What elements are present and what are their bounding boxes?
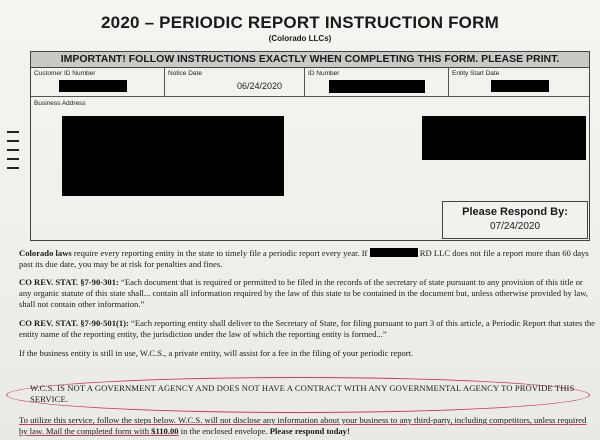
customer-id-redaction: [59, 80, 127, 92]
colorado-laws-text-b: RD LLC does not file a report more than 60 days past its due date, you may be at risk for penalties and fines.: [19, 248, 589, 269]
entity-start-redaction: [491, 80, 549, 92]
margin-dash: [7, 158, 19, 160]
colorado-laws-label: Colorado laws: [19, 248, 72, 258]
statute-301-label: CO REV. STAT. §7-90-301:: [19, 277, 119, 287]
id-number-redaction: [329, 80, 425, 93]
instructions-text-a: To utilize this service, follow the steps below. W.C.S. will not disclose any information about your business to any third-party, including competitors, unless required by law. Mail the completed form with: [19, 415, 587, 436]
instructions-text-b: in the enclosed envelope.: [178, 426, 270, 436]
respond-by-date: 07/24/2020: [489, 221, 541, 232]
notice-date-cell: [165, 68, 305, 96]
important-banner: IMPORTANT! FOLLOW INSTRUCTIONS EXACTLY WHEN COMPLETING THIS FORM. PLEASE PRINT.: [31, 52, 589, 68]
entity-start-label: Entity Start Date: [452, 70, 500, 77]
form-subtitle: (Colorado LLCs): [268, 34, 332, 43]
business-address-label: Business Address: [34, 100, 86, 107]
respond-by-label: Please Respond By:: [462, 206, 568, 218]
business-address-redaction: [62, 116, 284, 196]
customer-id-cell: [31, 68, 165, 96]
colorado-laws-text-a: require every reporting entity in the state to timely file a periodic report every year. If: [71, 248, 370, 258]
margin-dash: [7, 149, 19, 151]
paragraph-wcs-assist: If the business entity is still in use, W.C.S., a private entity, will assist for a fee in the filing of your periodic report.: [19, 348, 414, 358]
mailing-address-redaction: [422, 116, 586, 160]
entity-name-redaction: [370, 248, 418, 257]
notice-date-value: 06/24/2020: [237, 81, 283, 91]
paragraph-statute-301: [19, 277, 595, 310]
respond-by-box: [442, 201, 588, 239]
margin-dash: [7, 140, 19, 142]
statute-501-text: “Each reporting entity shall deliver to the Secretary of State, for filing pursuant to part 3 of this article, a Periodic Report that states the entity name of the reporting entity, the jurisdiction under the law of which the reporting entity is formed...”: [19, 318, 595, 339]
respond-today: Please respond today!: [269, 426, 350, 436]
id-fields-row: [31, 68, 589, 97]
margin-dash: [7, 167, 19, 169]
not-government-warning: W.C.S. IS NOT A GOVERNMENT AGENCY AND DOES NOT HAVE A CONTRACT WITH ANY GOVERNMENTAL AGENCY TO PROVIDE THIS SERVICE.: [30, 383, 575, 404]
paragraph-instructions: [19, 415, 595, 437]
fee-amount: $110.00: [151, 426, 179, 436]
statute-501-label: CO REV. STAT. §7-90-501(1):: [19, 318, 129, 328]
paragraph-statute-501: [19, 318, 595, 340]
notice-date-label: Notice Date: [168, 70, 202, 77]
id-number-cell: [305, 68, 449, 96]
customer-id-label: Customer ID Number: [34, 70, 96, 77]
margin-dash: [7, 131, 19, 133]
entity-start-cell: [449, 68, 589, 96]
form-title: 2020 – PERIODIC REPORT INSTRUCTION FORM: [101, 13, 499, 32]
statute-301-text: “Each document that is required or permitted to be filed in the records of the secretary of state pursuant to any provision of this title or any organic statute of this state shall... contain all information required by the law of this state to be contained in the document but, unless otherwise provided by law, shall not contain other information.”: [19, 277, 588, 309]
paragraph-colorado-laws: [19, 248, 595, 270]
id-number-label: ID Number: [308, 70, 340, 77]
